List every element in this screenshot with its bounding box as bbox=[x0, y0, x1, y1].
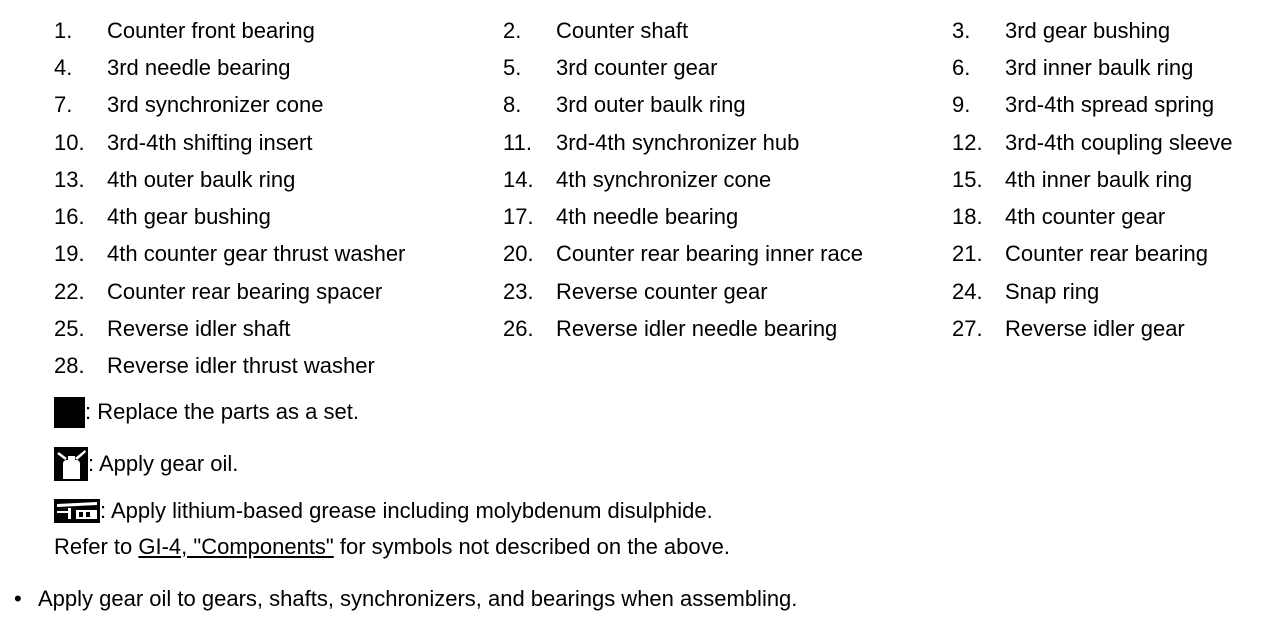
parts-row bbox=[54, 348, 1264, 385]
part-name: Reverse idler needle bearing bbox=[556, 316, 838, 342]
part-item bbox=[54, 241, 503, 267]
legend-oil-text: : Apply gear oil. bbox=[88, 451, 239, 476]
part-name: 3rd-4th synchronizer hub bbox=[556, 129, 800, 155]
part-number: 7. bbox=[54, 92, 73, 118]
part-number: 9. bbox=[952, 92, 971, 118]
part-name: 3rd-4th coupling sleeve bbox=[1005, 129, 1233, 155]
part-number: 1. bbox=[54, 17, 73, 43]
assembly-note bbox=[14, 584, 797, 614]
part-name: 3rd synchronizer cone bbox=[107, 92, 324, 118]
part-number: 11. bbox=[503, 129, 532, 155]
part-name: 3rd needle bearing bbox=[107, 54, 291, 80]
part-number: 24. bbox=[952, 278, 983, 304]
part-item bbox=[54, 18, 503, 44]
part-name: Reverse counter gear bbox=[556, 278, 768, 304]
part-name: 4th synchronizer cone bbox=[556, 166, 772, 192]
part-number: 2. bbox=[503, 17, 522, 43]
part-number: 13. bbox=[54, 166, 85, 192]
part-number: 22. bbox=[54, 278, 85, 304]
part-name: Counter rear bearing spacer bbox=[107, 278, 383, 304]
legend-grease-text: : Apply lithium-based grease including molybdenum disulphide. bbox=[100, 498, 713, 523]
legend-oil-line bbox=[54, 444, 730, 484]
part-item bbox=[952, 279, 1264, 305]
part-number: 10. bbox=[54, 129, 85, 155]
part-item bbox=[952, 55, 1264, 81]
legend-set-line bbox=[54, 394, 730, 430]
part-name: 4th inner baulk ring bbox=[1005, 166, 1193, 192]
part-name: Snap ring bbox=[1005, 278, 1100, 304]
part-number: 15. bbox=[952, 166, 983, 192]
part-name: Counter rear bearing bbox=[1005, 241, 1209, 267]
grease-gun-icon bbox=[54, 499, 100, 523]
part-item bbox=[54, 130, 503, 156]
part-item bbox=[503, 130, 952, 156]
part-name: 3rd gear bushing bbox=[1005, 17, 1171, 43]
part-number: 25. bbox=[54, 316, 85, 342]
part-number: 26. bbox=[503, 316, 534, 342]
legend-refer-line bbox=[54, 532, 730, 562]
part-number: 8. bbox=[503, 92, 522, 118]
part-number: 17. bbox=[503, 204, 534, 230]
part-item bbox=[54, 167, 503, 193]
part-name: Reverse idler thrust washer bbox=[107, 353, 375, 379]
part-item bbox=[503, 241, 952, 267]
part-item bbox=[952, 18, 1264, 44]
components-reference-link[interactable]: GI-4, "Components" bbox=[138, 534, 334, 559]
parts-row bbox=[54, 49, 1264, 86]
part-number: 6. bbox=[952, 54, 971, 80]
part-name: 4th needle bearing bbox=[556, 204, 739, 230]
part-name: Counter shaft bbox=[556, 17, 689, 43]
part-name: 3rd-4th shifting insert bbox=[107, 129, 313, 155]
part-item bbox=[54, 353, 503, 379]
part-number: 5. bbox=[503, 54, 522, 80]
part-number: 28. bbox=[54, 353, 85, 379]
assembly-note-text: Apply gear oil to gears, shafts, synchronizers, and bearings when assembling. bbox=[38, 586, 798, 611]
part-name: Counter front bearing bbox=[107, 17, 315, 43]
part-number: 3. bbox=[952, 17, 971, 43]
part-number: 18. bbox=[952, 204, 983, 230]
part-item bbox=[54, 92, 503, 118]
part-name: 3rd outer baulk ring bbox=[556, 92, 746, 118]
part-item bbox=[503, 167, 952, 193]
parts-row bbox=[54, 87, 1264, 124]
part-number: 20. bbox=[503, 241, 534, 267]
part-item bbox=[952, 167, 1264, 193]
part-item bbox=[952, 316, 1264, 342]
parts-row bbox=[54, 161, 1264, 198]
part-item bbox=[503, 55, 952, 81]
part-number: 27. bbox=[952, 316, 983, 342]
part-item bbox=[503, 204, 952, 230]
part-number: 19. bbox=[54, 241, 85, 267]
part-number: 14. bbox=[503, 166, 534, 192]
part-name: 4th outer baulk ring bbox=[107, 166, 296, 192]
part-number: 12. bbox=[952, 129, 983, 155]
part-item bbox=[54, 316, 503, 342]
part-item bbox=[952, 204, 1264, 230]
parts-list bbox=[54, 12, 1264, 385]
part-item bbox=[952, 241, 1264, 267]
part-item bbox=[54, 55, 503, 81]
legend-grease-line bbox=[54, 496, 730, 526]
bullet-mark: • bbox=[14, 586, 22, 611]
part-item bbox=[503, 92, 952, 118]
solid-square-icon bbox=[54, 397, 85, 428]
part-item bbox=[952, 130, 1264, 156]
part-item bbox=[54, 204, 503, 230]
parts-row bbox=[54, 12, 1264, 49]
part-name: 4th gear bushing bbox=[107, 204, 271, 230]
part-name: 3rd inner baulk ring bbox=[1005, 54, 1194, 80]
part-item bbox=[503, 316, 952, 342]
part-item bbox=[503, 18, 952, 44]
part-number: 21. bbox=[952, 241, 983, 267]
refer-suffix: for symbols not described on the above. bbox=[333, 534, 730, 559]
part-name: Reverse idler gear bbox=[1005, 316, 1185, 342]
parts-row bbox=[54, 198, 1264, 235]
part-name: 3rd-4th spread spring bbox=[1005, 92, 1215, 118]
part-number: 4. bbox=[54, 54, 73, 80]
parts-row bbox=[54, 273, 1264, 310]
part-name: 3rd counter gear bbox=[556, 54, 718, 80]
part-item bbox=[952, 92, 1264, 118]
parts-row bbox=[54, 124, 1264, 161]
part-name: 4th counter gear thrust washer bbox=[107, 241, 406, 267]
legend-set-text: : Replace the parts as a set. bbox=[85, 399, 359, 424]
part-name: Counter rear bearing inner race bbox=[556, 241, 863, 267]
symbol-legend bbox=[54, 394, 730, 562]
parts-row bbox=[54, 236, 1264, 273]
part-name: 4th counter gear bbox=[1005, 204, 1166, 230]
part-number: 23. bbox=[503, 278, 534, 304]
oil-can-icon bbox=[54, 447, 88, 481]
part-name: Reverse idler shaft bbox=[107, 316, 291, 342]
part-item bbox=[503, 279, 952, 305]
parts-row bbox=[54, 310, 1264, 347]
refer-prefix: Refer to bbox=[54, 534, 139, 559]
part-number: 16. bbox=[54, 204, 85, 230]
part-item bbox=[54, 279, 503, 305]
